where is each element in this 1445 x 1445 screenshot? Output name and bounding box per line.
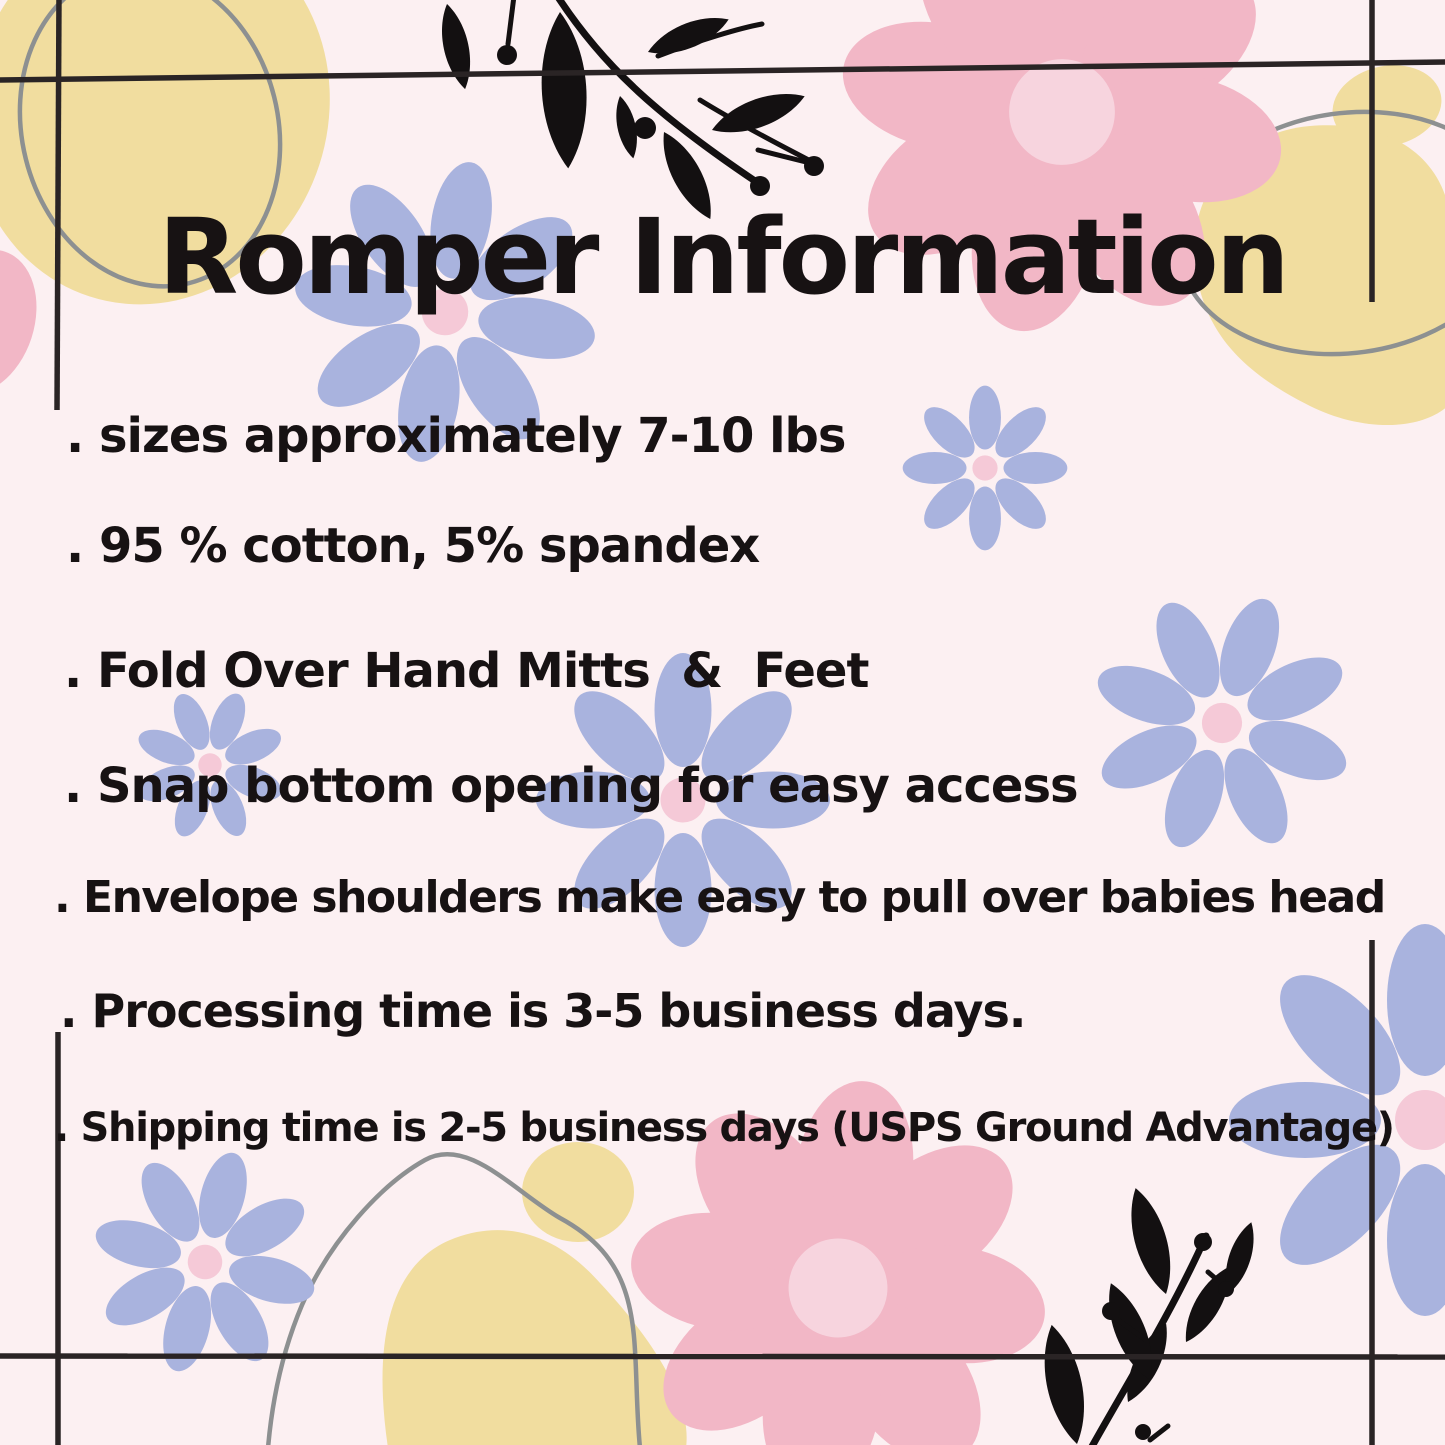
lavender-daisy-right-small: [903, 386, 1068, 551]
info-line-processing: . Processing time is 3-5 business days.: [60, 984, 1026, 1038]
info-line-fabric: . 95 % cotton, 5% spandex: [66, 518, 760, 574]
info-line-shipping: . Shipping time is 2-5 business days (USPS Ground Advantage): [54, 1105, 1394, 1151]
info-line-sizes: . sizes approximately 7-10 lbs: [66, 408, 846, 464]
page-title: Romper Information: [158, 196, 1287, 318]
yellow-blob-bottom-center: [268, 1142, 687, 1445]
info-line-shoulders: . Envelope shoulders make easy to pull over babies head: [54, 872, 1385, 923]
info-line-snap: . Snap bottom opening for easy access: [64, 758, 1078, 814]
info-line-mitts: . Fold Over Hand Mitts & Feet: [64, 643, 869, 699]
branch-bottom-icon: [1035, 1184, 1262, 1445]
lavender-daisy-mid-right: [1054, 555, 1391, 892]
branch-top-icon: [435, 0, 824, 226]
frame-line-left-upper: [57, 0, 59, 410]
frame-line-bottom: [0, 1356, 1445, 1357]
